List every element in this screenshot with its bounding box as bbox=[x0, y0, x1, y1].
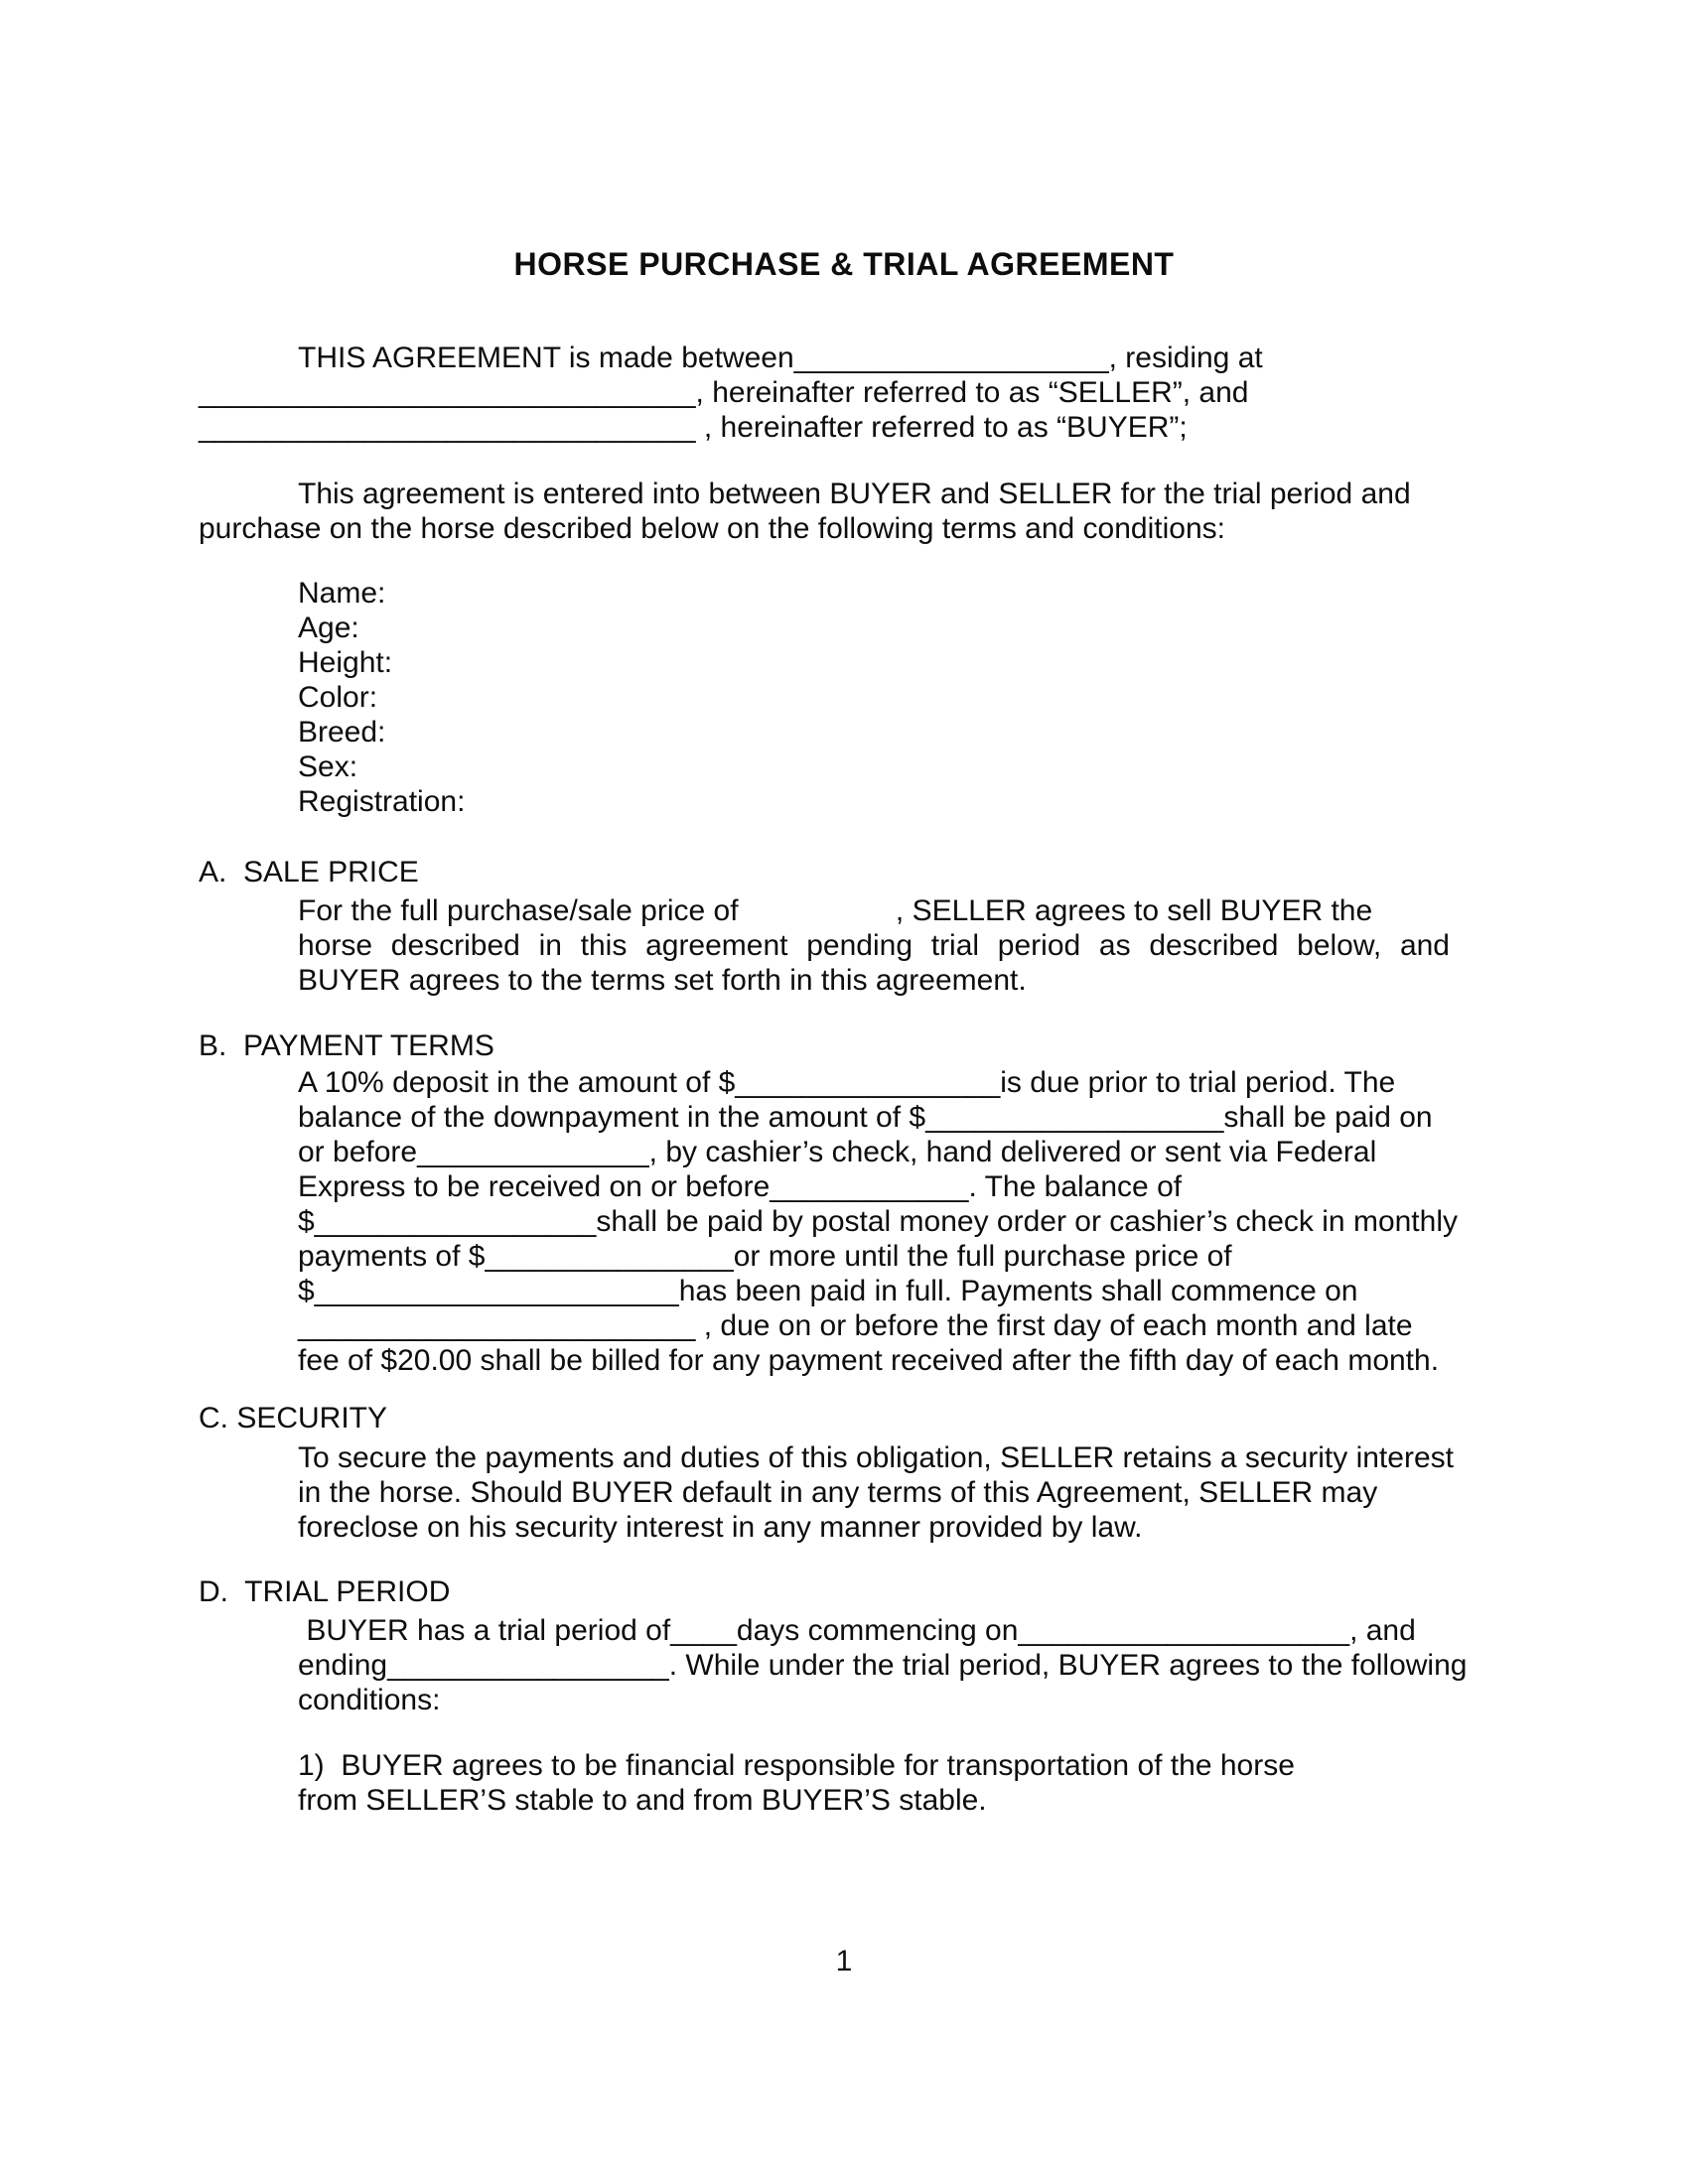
intro-line: ______________________________ , hereinafter referred to as “BUYER”; bbox=[199, 411, 1188, 444]
horse-field-height: Height: bbox=[298, 646, 393, 679]
section-b-line: A 10% deposit in the amount of $________________is due prior to trial period. The bbox=[298, 1066, 1396, 1099]
section-d-line: ending_________________. While under the trial period, BUYER agrees to the following bbox=[298, 1649, 1468, 1682]
section-c-line: To secure the payments and duties of this obligation, SELLER retains a security interest bbox=[298, 1441, 1454, 1474]
section-b-line: ________________________ , due on or before the first day of each month and late bbox=[298, 1309, 1413, 1342]
section-a-line: For the full purchase/sale price of , SELLER agrees to sell BUYER the bbox=[298, 894, 1373, 927]
section-c-body bbox=[298, 1440, 1470, 1545]
horse-field-name: Name: bbox=[298, 577, 386, 610]
section-a-body bbox=[298, 893, 1470, 998]
section-b-line: $_________________shall be paid by postal money order or cashier’s check in monthly bbox=[298, 1205, 1458, 1238]
section-a-line: BUYER agrees to the terms set forth in this agreement. bbox=[298, 964, 1027, 997]
trial-condition-1 bbox=[298, 1748, 1470, 1818]
section-c-line: foreclose on his security interest in any manner provided by law. bbox=[298, 1511, 1143, 1544]
section-b-line: or before______________, by cashier’s check, hand delivered or sent via Federal bbox=[298, 1136, 1377, 1168]
horse-field-color: Color: bbox=[298, 681, 378, 714]
purpose-line: purchase on the horse described below on the following terms and conditions: bbox=[199, 512, 1225, 545]
page-number: 1 bbox=[835, 1945, 853, 1978]
intro-line: ______________________________, hereinafter referred to as “SELLER”, and bbox=[199, 376, 1249, 409]
section-b-line: balance of the downpayment in the amount of $__________________shall be paid on bbox=[298, 1101, 1433, 1134]
section-a-heading: A. SALE PRICE bbox=[199, 856, 419, 888]
section-b-line: $______________________has been paid in full. Payments shall commence on bbox=[298, 1275, 1358, 1307]
section-b-heading: B. PAYMENT TERMS bbox=[199, 1029, 494, 1062]
horse-field-age: Age: bbox=[298, 612, 359, 644]
intro-line: THIS AGREEMENT is made between___________________, residing at bbox=[298, 341, 1263, 374]
section-d-heading: D. TRIAL PERIOD bbox=[199, 1575, 451, 1608]
section-b-line: fee of $20.00 shall be billed for any payment received after the fifth day of each month. bbox=[298, 1344, 1440, 1377]
intro-paragraph bbox=[199, 341, 1263, 445]
section-b-line: payments of $_______________or more until the full purchase price of bbox=[298, 1240, 1232, 1273]
purpose-line: This agreement is entered into between BUYER and SELLER for the trial period and bbox=[298, 478, 1411, 510]
horse-field-registration: Registration: bbox=[298, 785, 466, 818]
section-d-body bbox=[298, 1613, 1470, 1717]
document-title: HORSE PURCHASE & TRIAL AGREEMENT bbox=[513, 246, 1175, 282]
section-d-line: conditions: bbox=[298, 1684, 441, 1716]
trial-condition-line: from SELLER’S stable to and from BUYER’S stable. bbox=[298, 1784, 987, 1817]
section-c-heading: C. SECURITY bbox=[199, 1402, 388, 1434]
horse-field-sex: Sex: bbox=[298, 751, 358, 783]
section-b-body bbox=[298, 1065, 1470, 1378]
horse-field-breed: Breed: bbox=[298, 716, 386, 749]
horse-details-list bbox=[298, 576, 465, 819]
purpose-paragraph bbox=[199, 477, 1411, 546]
section-d-line: BUYER has a trial period of____days commencing on____________________, and bbox=[298, 1614, 1416, 1647]
section-a-line: horse described in this agreement pending trial period as described below, and bbox=[298, 929, 1450, 962]
section-b-line: Express to be received on or before____________. The balance of bbox=[298, 1170, 1183, 1203]
section-c-line: in the horse. Should BUYER default in any terms of this Agreement, SELLER may bbox=[298, 1476, 1378, 1509]
trial-condition-line: 1) BUYER agrees to be financial responsible for transportation of the horse bbox=[298, 1749, 1295, 1782]
